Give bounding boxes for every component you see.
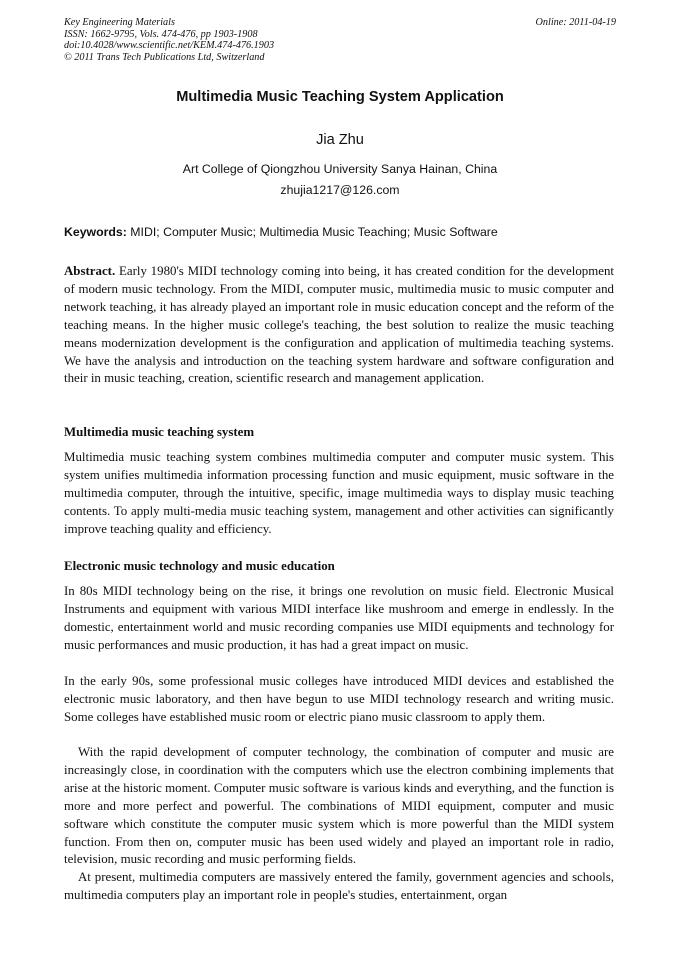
issn-line: ISSN: 1662-9795, Vols. 474-476, pp 1903-1908 bbox=[64, 28, 258, 40]
abstract-paragraph bbox=[64, 263, 614, 388]
author-affiliation: Art College of Qiongzhou University Sanya Hainan, China bbox=[182, 162, 498, 176]
body-paragraph: In the early 90s, some professional music colleges have introduced MIDI devices and established the electronic music laboratory, and then have begun to use MIDI technology research and writing music. Some colleges have established music room or electric piano music classroom to apply them. bbox=[64, 674, 614, 724]
abstract-label: Abstract. bbox=[64, 264, 116, 278]
body-paragraph: At present, multimedia computers are massively entered the family, government agencies and schools, multimedia computers play an important role in people's studies, entertainment, organ bbox=[64, 870, 614, 902]
abstract-text: Early 1980's MIDI technology coming into being, it has created condition for the development of modern music technology. From the MIDI, computer music, multimedia music to music computer and network teaching, it has already played an important role in music education concept and the reform of the teaching means. In the higher music college's teaching, the best solution to realize the music teaching means modernization development is the configuration and application of multimedia teaching systems. We have the analysis and introduction on the teaching system hardware and software configuration and their in music teaching, creation, scientific research and management application. bbox=[64, 264, 614, 386]
journal-name: Key Engineering Materials bbox=[64, 17, 175, 28]
copyright-line: © 2011 Trans Tech Publications Ltd, Switzerland bbox=[64, 51, 265, 63]
online-date: Online: 2011-04-19 bbox=[535, 17, 616, 28]
body-paragraph: Multimedia music teaching system combines multimedia computer and computer music system. This system unifies multimedia information processing function and music equipment, music software in the multimedia computer, through the intuitive, specific, image multimedia ways to display music teaching contents. To apply multi-media music teaching system, management and other activities can significantly improve teaching quality and efficiency. bbox=[64, 450, 614, 536]
keywords-line bbox=[64, 225, 616, 239]
journal-header bbox=[64, 17, 616, 63]
body-paragraph: In 80s MIDI technology being on the rise, it brings one revolution on music field. Electronic Musical Instruments and equipment with various MIDI interface like mushroom and emerge in endlessly. In the domestic, entertainment world and music recording companies use MIDI equipments and technology for music performances and music production, it has had a great impact on music. bbox=[64, 584, 614, 652]
keywords-text: MIDI; Computer Music; Multimedia Music Teaching; Music Software bbox=[130, 225, 498, 239]
author-name: Jia Zhu bbox=[316, 132, 364, 148]
section-heading-electronic-music: Electronic music technology and music education bbox=[64, 559, 335, 573]
author-email: zhujia1217@126.com bbox=[280, 183, 400, 197]
doi-line: doi:10.4028/www.scientific.net/KEM.474-476.1903 bbox=[64, 40, 275, 51]
paper-title: Multimedia Music Teaching System Application bbox=[176, 89, 504, 105]
keywords-label: Keywords: bbox=[64, 225, 127, 239]
section-heading-multimedia-system: Multimedia music teaching system bbox=[64, 425, 255, 439]
body-paragraph: With the rapid development of computer technology, the combination of computer and music are increasingly close, in coordination with the computers which use the electron combining implements that arise at the historic moment. Computer music software is various kinds and everything, and the function is more and more perfect and powerful. The combinations of MIDI equipment, computer and music software which constitute the computer music system which is more powerful than the MIDI system function. From then on, computer music has been used widely and played an important role in radio, television, music recording and music performing fields. bbox=[64, 745, 614, 867]
